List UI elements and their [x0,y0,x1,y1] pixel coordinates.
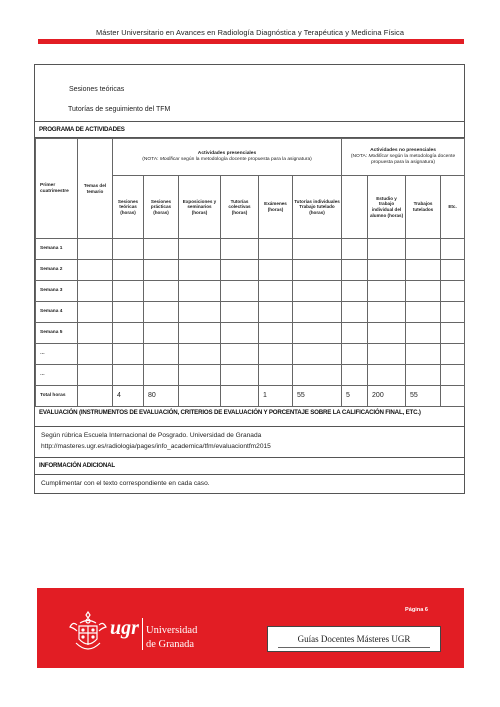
table-cell [259,281,293,302]
total-cell: 5 [342,386,368,407]
sub-header-exposiciones: Exposiciones y seminarios (horas) [179,176,221,239]
table-cell [406,344,441,365]
no-presenciales-note-em: Modificar [368,153,389,159]
table-cell [113,239,144,260]
total-cell [221,386,259,407]
table-cell [406,239,441,260]
total-cell: 55 [293,386,342,407]
page-number: Página 6 [404,607,428,613]
table-cell [78,344,113,365]
total-cell: 80 [144,386,179,407]
table-cell [259,344,293,365]
table-cell [221,344,259,365]
table-cell [406,323,441,344]
no-presenciales-note-prefix: (NOTA: [350,153,369,159]
table-cell [406,365,441,386]
table-cell [293,365,342,386]
sub-header-sesiones-teoricas: Sesiones teóricas (horas) [113,176,144,239]
row-label: … [36,344,78,365]
evaluacion-url[interactable]: http://masteres.ugr.es/radiologia/pages/info_academica/tfm/evaluaciontfm2015 [41,443,271,450]
table-row [36,344,465,365]
table-cell [78,302,113,323]
footer-band [37,588,464,668]
table-cell [221,323,259,344]
sub-header-tutorias-individuales: Tutorías individuales Trabajo tutelado (horas) [293,176,342,239]
info-adicional-title: INFORMACIÓN ADICIONAL [39,462,116,469]
total-cell: 55 [406,386,441,407]
table-cell [179,281,221,302]
sub-header-trabajos-tutelados: Trabajos tutelados [406,176,441,239]
table-cell [368,323,406,344]
table-row [36,302,465,323]
table-row [36,281,465,302]
table-cell [78,281,113,302]
group-header-no-presenciales [342,139,465,176]
table-cell [144,260,179,281]
table-cell [441,281,465,302]
table-cell [113,302,144,323]
table-cell [368,344,406,365]
table-cell [406,260,441,281]
table-row-total [36,386,465,407]
table-row [36,365,465,386]
table-cell [113,260,144,281]
row-label: Semana 5 [36,323,78,344]
table-cell [368,365,406,386]
presenciales-title: Actividades presenciales [197,150,257,156]
header-title: Máster Universitario en Avances en Radiología Diagnóstica y Terapéutica y Medicina Física [95,28,405,37]
sub-header-estudio-individual: Estudio y trabajo individual del alumno (horas) [368,176,406,239]
divider [35,457,464,458]
table-cell [342,239,368,260]
presenciales-note-em: Modificar [159,157,180,162]
table-cell [113,281,144,302]
table-cell [221,302,259,323]
total-cell [441,386,465,407]
table-cell [113,323,144,344]
sub-header-blank [342,176,368,239]
table-cell [293,281,342,302]
table-cell [259,323,293,344]
total-cell [179,386,221,407]
divider [35,474,464,475]
table-cell [368,239,406,260]
row-label: Semana 1 [36,239,78,260]
divider [35,121,464,122]
info-adicional-text: Cumplimentar con el texto correspondiente en cada caso. [41,480,210,487]
total-cell: 200 [368,386,406,407]
row-label: Semana 4 [36,302,78,323]
group-header-presenciales [113,139,342,176]
programa-title: PROGRAMA DE ACTIVIDADES [39,126,125,133]
table-row [36,323,465,344]
table-cell [259,239,293,260]
table-cell [179,365,221,386]
guias-docentes-box [267,626,441,652]
table-cell [441,239,465,260]
university-name [146,624,197,652]
activities-table [35,138,465,407]
table-cell [293,260,342,281]
sub-header-sesiones-practicas: Sesiones prácticas (horas) [144,176,179,239]
table-cell [441,323,465,344]
table-cell [221,365,259,386]
table-cell [368,281,406,302]
col-header-temas: Temas del temario [78,139,113,239]
table-cell [293,344,342,365]
table-cell [368,260,406,281]
row-label: Semana 2 [36,260,78,281]
logo-divider [142,618,143,650]
table-cell [144,239,179,260]
table-cell [259,302,293,323]
divider [35,426,464,427]
intro-line-tutorias: Tutorías de seguimiento del TFM [68,106,171,113]
table-cell [368,302,406,323]
total-cell-temas [78,386,113,407]
total-cell: 1 [259,386,293,407]
table-cell [113,365,144,386]
evaluacion-title: EVALUACIÓN (INSTRUMENTOS DE EVALUACIÓN, CRITERIOS DE EVALUACIÓN Y PORCENTAJE SOBRE LA CALIFICACIÓN FINAL, ETC.) [39,409,421,416]
presenciales-note-suffix: según la metodología docente propuesta para la asignatura) [179,157,312,162]
table-cell [259,260,293,281]
table-cell [441,302,465,323]
table-cell [441,365,465,386]
table-cell [144,344,179,365]
no-presenciales-note-suffix: según la metodología docente propuesta para la asignatura) [371,153,456,166]
table-cell [179,344,221,365]
table-cell [293,323,342,344]
table-cell [293,302,342,323]
presenciales-note-prefix: (NOTA: [142,157,160,162]
col-header-primer-cuatrimestre: Primer cuatrimestre [36,139,78,239]
table-cell [78,239,113,260]
total-label: Total horas [36,386,78,407]
total-cell: 4 [113,386,144,407]
table-cell [342,260,368,281]
header-red-bar [38,39,464,44]
table-cell [221,239,259,260]
table-cell [221,281,259,302]
table-cell [406,302,441,323]
table-cell [144,281,179,302]
table-cell [144,365,179,386]
table-cell [113,344,144,365]
guias-docentes-label: Guías Docentes Másteres UGR [297,634,411,644]
no-presenciales-title: Actividades no presenciales [370,147,436,153]
sub-header-examenes: Exámenes (horas) [259,176,293,239]
table-cell [342,323,368,344]
table-row [36,260,465,281]
table-cell [179,323,221,344]
table-cell [179,302,221,323]
intro-line-sesiones: Sesiones teóricas [69,86,125,93]
table-cell [342,281,368,302]
table-cell [144,302,179,323]
table-cell [406,281,441,302]
evaluacion-text-1: Según rúbrica Escuela Internacional de Posgrado. Universidad de Granada [41,432,262,439]
sub-header-tutorias-colectivas: Tutorías colectivas (horas) [221,176,259,239]
table-cell [441,260,465,281]
table-cell [342,344,368,365]
ugr-logo-word: ugr [110,617,139,639]
university-name-line2: de Granada [146,639,195,650]
table-cell [259,365,293,386]
table-cell [144,323,179,344]
table-row [36,239,465,260]
guias-underline [278,647,430,648]
ugr-crest-icon [67,609,109,655]
table-cell [78,365,113,386]
table-cell [179,239,221,260]
row-label: … [36,365,78,386]
row-label: Semana 3 [36,281,78,302]
table-cell [78,260,113,281]
guide-frame [34,64,465,494]
table-cell [221,260,259,281]
table-cell [293,239,342,260]
table-cell [342,365,368,386]
sub-header-etc: Etc. [441,176,465,239]
table-cell [78,323,113,344]
table-cell [179,260,221,281]
table-cell [441,344,465,365]
university-name-line1: Universidad [146,625,198,636]
table-cell [342,302,368,323]
